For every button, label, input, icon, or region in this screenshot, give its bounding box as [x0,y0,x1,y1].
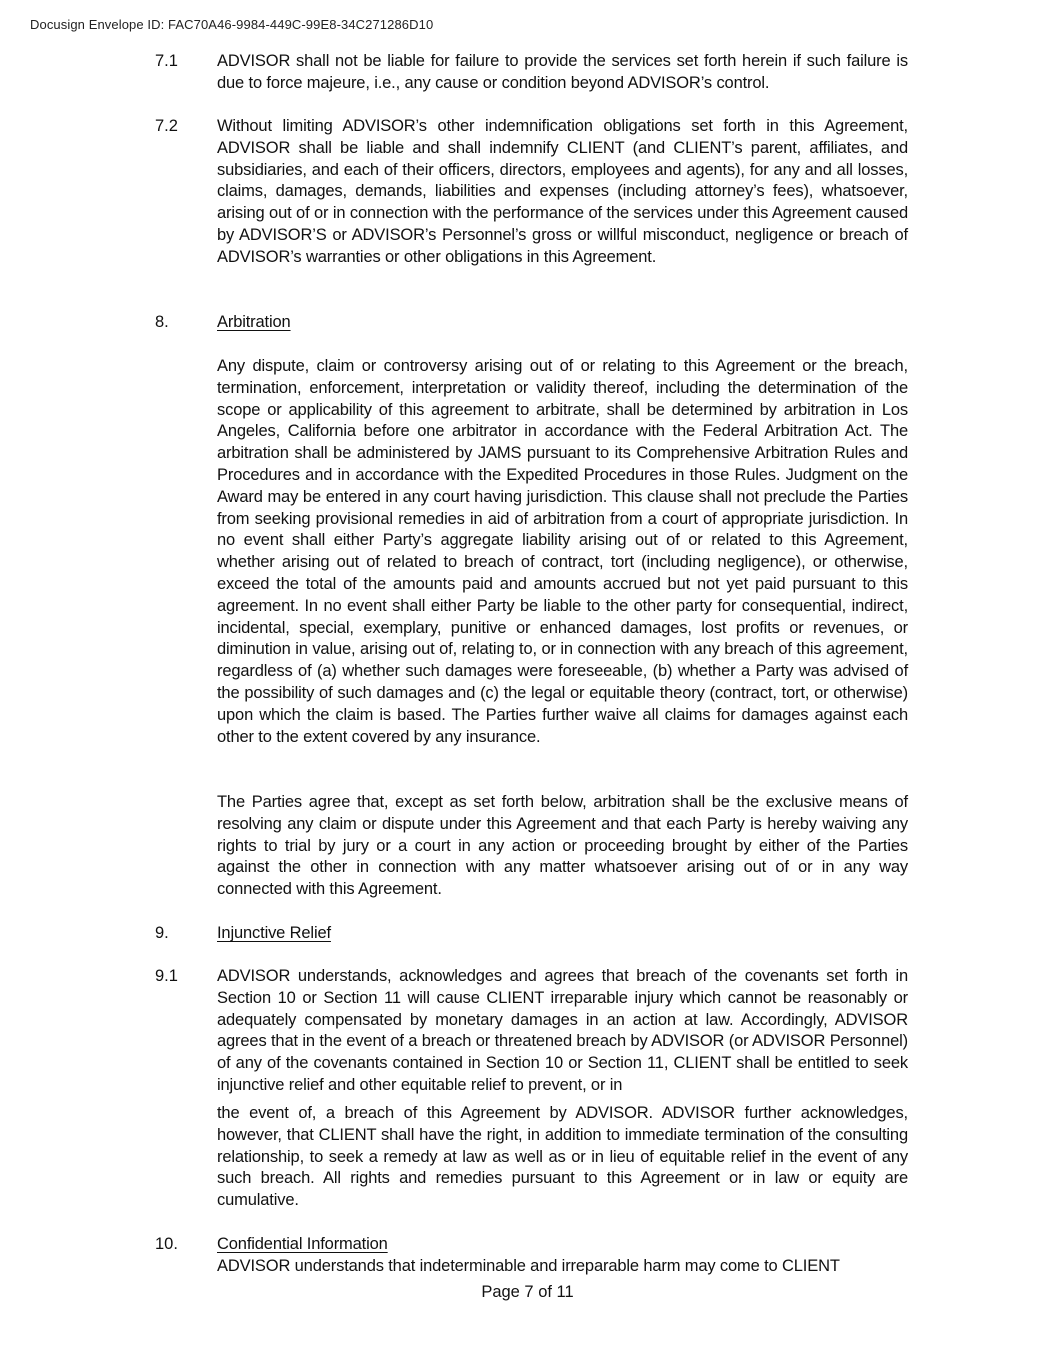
section-heading: Injunctive Relief [217,924,331,942]
envelope-id: Docusign Envelope ID: FAC70A46-9984-449C-99E8-34C271286D10 [30,17,434,32]
section-text: Any dispute, claim or controversy arising out of or relating to this Agreement or the breach, termination, enforcement, interpretation or validity thereof, including the determination of the scope or applicability of this agreement to arbitrate, shall be determined by arbitration in Los Angeles, California before one arbitrator in accordance with the Federal Arbitration Act. The arbitration shall be administered by JAMS pursuant to its Comprehensive Arbitration Rules and Procedures and in accordance with the Expedited Procedures in those Rules. Judgment on the Award may be entered in any court having jurisdiction. This clause shall not preclude the Parties from seeking provisional remedies in aid of arbitration from a court of appropriate jurisdiction. In no event shall either Party’s aggregate liability arising out of or related to this Agreement, whether arising out of related to breach of contract, tort (including negligence), or otherwise, exceed the total of the amounts paid and amounts accrued but not yet paid pursuant to this agreement. In no event shall either Party be liable to the other party for consequential, indirect, incidental, special, exemplary, punitive or enhanced damages, lost profits or revenues, or diminution in value, arising out of, relating to, or in connection with any breach of this agreement, regardless of (a) whether such damages were foreseeable, (b) whether a Party was advised of the possibility of such damages and (c) the legal or equitable theory (contract, tort, or otherwise) upon which the claim is based. The Parties further waive all claims for damages against each other to the extent covered by any insurance. [217,357,908,746]
section-number: 10. [155,1235,178,1253]
section-number: 9. [155,924,169,942]
section-heading: Confidential Information [217,1235,388,1253]
section-number: 9.1 [155,967,178,985]
section-heading: Arbitration [217,313,291,331]
section-number: 7.2 [155,117,178,135]
section-text: ADVISOR shall not be liable for failure to provide the services set forth herein if such failure is due to force majeure, i.e., any cause or condition beyond ADVISOR’s control. [217,52,908,92]
page-number: Page 7 of 11 [481,1283,574,1301]
section-text: Without limiting ADVISOR’s other indemnification obligations set forth in this Agreement, ADVISOR shall be liable and shall indemnify CLIENT (and CLIENT’s parent, affiliates, and subsidiaries, and each of their officers, directors, employees and agents), for any and all losses, claims, damages, demands, liabilities and expenses (including attorney’s fees), whatsoever, arising out of or in connection with the performance of the services under this Agreement caused by ADVISOR’S or ADVISOR’s Personnel’s gross or willful misconduct, negligence or breach of ADVISOR’s warranties or other obligations in this Agreement. [217,117,908,266]
section-text: the event of, a breach of this Agreement by ADVISOR. ADVISOR further acknowledges, however, that CLIENT shall have the right, in addition to immediate termination of the consulting relationship, to seek a remedy at law as well as or in lieu of equitable relief in the event of any such breach. All rights and remedies pursuant to this Agreement or in law or equity are cumulative. [217,1104,908,1210]
section-text: ADVISOR understands, acknowledges and agrees that breach of the covenants set forth in Section 10 or Section 11 will cause CLIENT irreparable injury which cannot be reasonably or adequately compensated by monetary damages in an action at law. Accordingly, ADVISOR agrees that in the event of a breach or threatened breach by ADVISOR (or ADVISOR Personnel) of any of the covenants contained in Section 10 or Section 11, CLIENT shall be entitled to seek injunctive relief and other equitable relief to prevent, or in [217,967,908,1094]
section-number: 7.1 [155,52,178,70]
section-text: The Parties agree that, except as set forth below, arbitration shall be the exclusive means of resolving any claim or dispute under this Agreement and that each Party is hereby waiving any rights to trial by jury or a court in any action or proceeding brought by either of the Parties against the other in connection with any matter whatsoever arising out of or in any way connected with this Agreement. [217,793,908,899]
section-number: 8. [155,313,169,331]
section-text: ADVISOR understands that indeterminable and irreparable harm may come to CLIENT [217,1257,840,1275]
